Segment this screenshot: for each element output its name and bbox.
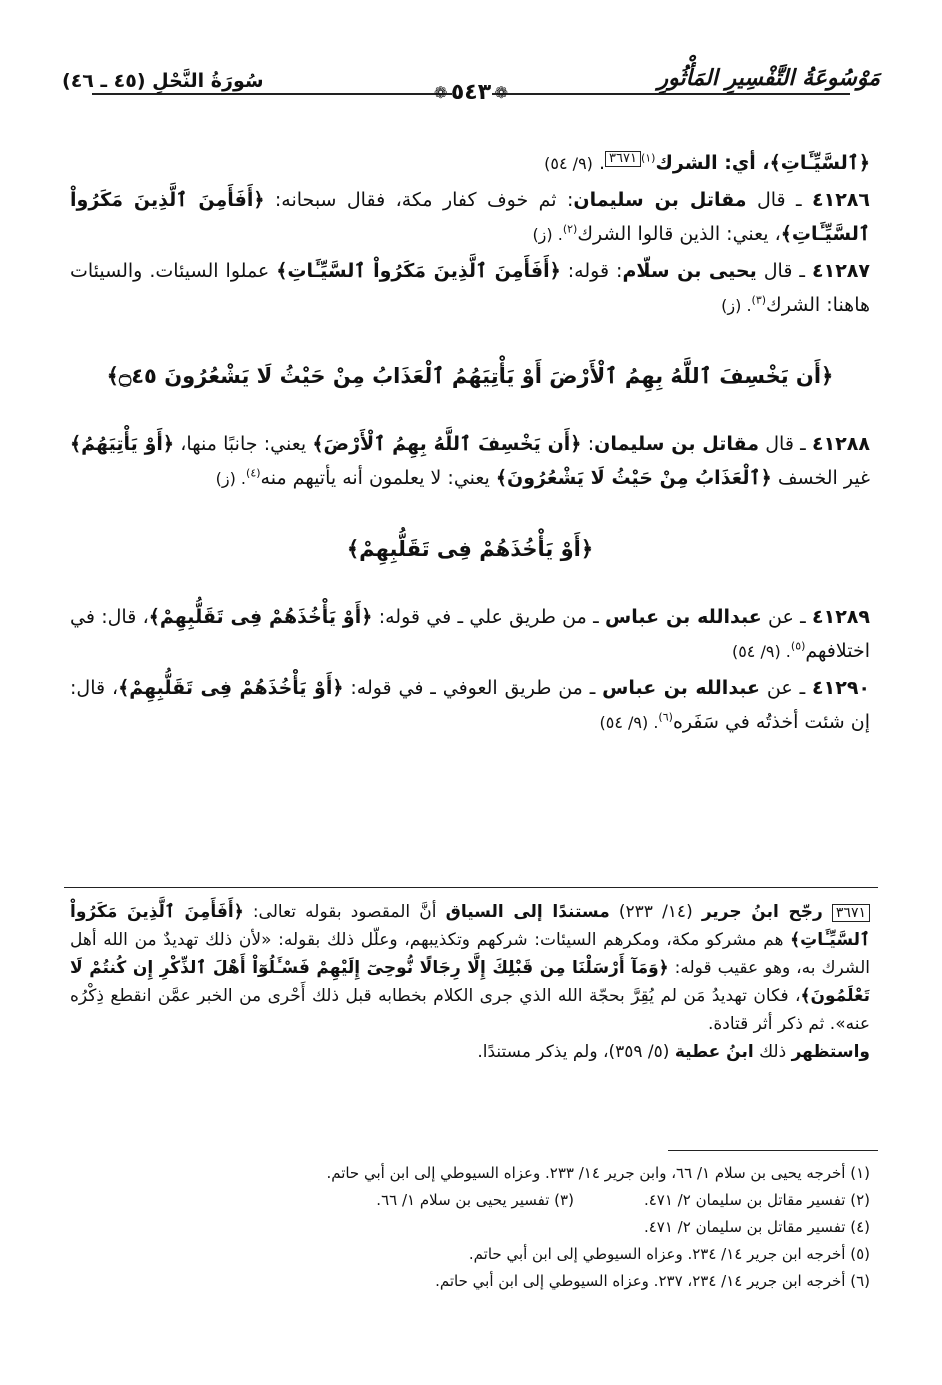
narration-41287: ٤١٢٨٧ ـ قال يحيى بن سلّام: قوله: ﴿أَفَأَمِنَ ٱلَّذِينَ مَكَرُواْ ٱلسَّيِّـَٔاتِ﴾ عملوا السيئات. والسيئات هاهنا: الشرك$^{(٣)}$. (ز) — [70, 260, 870, 316]
footnote-3: (٣) تفسير يحيى بن سلام ١/ ٦٦. — [376, 1191, 574, 1209]
source-ref: . (٩/ ٥٤) — [731, 642, 791, 661]
narrator-name: عبدالله بن عباس — [605, 606, 762, 628]
source-ref: . (٩/ ٥٤) — [599, 713, 659, 732]
quran-quote: ﴿أَفَأَمِنَ ٱلَّذِينَ مَكَرُواْ ٱلسَّيِّـَٔاتِ﴾ — [276, 260, 561, 282]
quran-quote: ﴿أَفَأَمِنَ ٱلَّذِينَ مَكَرُواْ ٱلسَّيِّـَٔاتِ﴾ — [70, 189, 870, 245]
source-ref: . (ز) — [721, 296, 752, 315]
footnote-row-2-3 — [70, 1187, 870, 1214]
commentary-divider — [64, 887, 878, 888]
ayah-heading-46: ﴿أَوْ يَأْخُذَهُمْ فِى تَقَلُّبِهِمْ﴾ — [346, 537, 594, 561]
main-text — [70, 146, 870, 742]
ayah-heading-45: ﴿أَن يَخْسِفَ ٱللَّهُ بِهِمُ ٱلْأَرْضَ أَوْ يَأْتِيَهُمُ ٱلْعَذَابُ مِنْ حَيْثُ لَا يَشْعُرُونَ ۝٤٥﴾ — [106, 364, 834, 388]
quran-quote: ﴿ٱلْعَذَابُ مِنْ حَيْثُ لَا يَشْعُرُونَ﴾ — [495, 467, 772, 489]
commentary-ref-box: ٣٦٧١ — [605, 151, 641, 167]
footnote-2: (٢) تفسير مقاتل بن سليمان ٢/ ٤٧١. — [643, 1191, 870, 1209]
narration-41286: ٤١٢٨٦ ـ قال مقاتل بن سليمان: ثم خوف كفار مكة، فقال سبحانه: ﴿أَفَأَمِنَ ٱلَّذِينَ مَكَرُواْ ٱلسَّيِّـَٔاتِ﴾، يعني: الذين قالوا الشرك$^{(٢)}$. (ز) — [70, 189, 870, 245]
narration-41288: ٤١٢٨٨ ـ قال مقاتل بن سليمان: ﴿أَن يَخْسِفَ ٱللَّهُ بِهِمُ ٱلْأَرْضَ﴾ يعني: جانبًا منها، ﴿أَوْ يَأْتِيَهُمُ﴾ غير الخسف ﴿ٱلْعَذَابُ مِنْ حَيْثُ لَا يَشْعُرُونَ﴾ يعني: لا يعلمون أنه يأتيهم منه$^{(٤)}$. (ز) — [70, 433, 870, 489]
narration-number: ٤١٢٨٩ — [812, 606, 870, 628]
narration-41289: ٤١٢٨٩ ـ عن عبدالله بن عباس ـ من طريق علي ـ في قوله: ﴿أَوْ يَأْخُذَهُمْ فِى تَقَلُّبِهِمْ﴾، قال: في اختلافهم$^{(٥)}$. (٩/ ٥٤) — [70, 606, 870, 662]
ornament-icon: ❁ — [494, 83, 508, 102]
quran-quote: ﴿وَمَآ أَرْسَلْنَا مِن قَبْلِكَ إِلَّا رِجَالًا نُّوحِىٓ إِلَيْهِمْ فَسْـَٔلُوٓاْ أَهْلَ ٱلذِّكْرِ إِن كُنتُمْ لَا تَعْلَمُونَ﴾ — [70, 958, 870, 1006]
quran-quote: ﴿أَوْ يَأْخُذَهُمْ فِى تَقَلُّبِهِمْ﴾ — [148, 606, 373, 628]
page-number: ٥٤٣ — [450, 80, 492, 105]
footnote-1: (١) أخرجه يحيى بن سلام ١/ ٦٦، وابن جرير ١٤/ ٢٣٣. وعزاه السيوطي إلى ابن أبي حاتم. — [326, 1164, 870, 1182]
narration-number: ٤١٢٩٠ — [812, 677, 871, 699]
footnote-6: (٦) أخرجه ابن جرير ١٤/ ٢٣٤، ٢٣٧. وعزاه السيوطي إلى ابن أبي حاتم. — [435, 1272, 870, 1290]
quran-quote: ﴿أَفَأَمِنَ ٱلَّذِينَ مَكَرُواْ ٱلسَّيِّـَٔاتِ﴾ — [70, 902, 870, 950]
page-header — [62, 62, 880, 106]
ornament-icon: ❁ — [434, 83, 448, 102]
narration-number: ٤١٢٨٧ — [812, 260, 870, 282]
narrator-name: عبدالله بن عباس — [602, 677, 761, 699]
source-ref: . (ز) — [532, 225, 563, 244]
paragraph-continuation: ﴿ٱلسَّيِّـَٔاتِ﴾، أي: الشرك$^{(١)}$٣٦٧١. (٩/ ٥٤) — [544, 150, 870, 174]
source-ref: (٩/ ٥٤) — [544, 154, 593, 173]
source-ref: . (ز) — [215, 469, 247, 488]
footnote-5: (٥) أخرجه ابن جرير ١٤/ ٢٣٤. وعزاه السيوطي إلى ابن أبي حاتم. — [468, 1245, 870, 1263]
commentary-ref-box: ٣٦٧١ — [832, 904, 870, 922]
quran-quote: ﴿أَوْ يَأْخُذَهُمْ فِى تَقَلُّبِهِمْ﴾ — [118, 677, 344, 699]
book-title: مَوْسُوعَةُ التَّفْسِيرِ المَأْثُورِ — [657, 66, 880, 91]
commentary-block: ٣٦٧١ رجّح ابنُ جرير (١٤/ ٢٣٣) مستندًا إلى السياق أنَّ المقصود بقوله تعالى: ﴿أَفَأَمِنَ ٱلَّذِينَ مَكَرُواْ ٱلسَّيِّـَٔاتِ﴾ هم مشركو مكة، ومكرهم السيئات: شركهم وتكذيبهم، وعلّل ذلك بقوله: «لأن ذلك تهديدٌ من الله أهل الشرك به، وهو عقيب قوله: ﴿وَمَآ أَرْسَلْنَا مِن قَبْلِكَ إِلَّا رِجَالًا نُّوحِىٓ إِلَيْهِمْ فَسْـَٔلُوٓاْ أَهْلَ ٱلذِّكْرِ إِن كُنتُمْ لَا تَعْلَمُونَ﴾، فكان تهديدُ مَن لم يُقِرَّ بحجّة الله الذي جرى الكلام بخطابه قبل ذلك أَحْرى من الخبر عمَّن انقطع ذِكْرُه عنه». ثم ذكر أثر قتادة. واستظهر ذلك ابنُ عطية (٥/ ٣٥٩)، ولم يذكر مستندًا. — [70, 902, 870, 1062]
narrator-name: يحيى بن سلّام — [622, 260, 757, 282]
narrator-name: مقاتل بن سليمان — [573, 189, 747, 211]
narration-41290: ٤١٢٩٠ ـ عن عبدالله بن عباس ـ من طريق العوفي ـ في قوله: ﴿أَوْ يَأْخُذَهُمْ فِى تَقَلُّبِهِمْ﴾، قال: إن شئت أخذتُه في سَفَره$^{(٦)}$. (٩/ ٥٤) — [70, 677, 871, 733]
narration-number: ٤١٢٨٨ — [811, 433, 870, 455]
narrator-name: مقاتل بن سليمان — [594, 433, 759, 455]
narration-number: ٤١٢٨٦ — [812, 189, 870, 211]
quran-quote: ﴿أَن يَخْسِفَ ٱللَّهُ بِهِمُ ٱلْأَرْضَ﴾ — [312, 433, 582, 455]
quran-quote: ﴿أَوْ يَأْتِيَهُمُ﴾ — [70, 433, 175, 455]
footnotes — [70, 1160, 870, 1295]
footnote-rule — [668, 1150, 878, 1151]
surah-label: سُورَةُ النَّحْلِ (٤٥ ـ ٤٦) — [62, 70, 264, 92]
footnote-4: (٤) تفسير مقاتل بن سليمان ٢/ ٤٧١. — [643, 1218, 870, 1236]
